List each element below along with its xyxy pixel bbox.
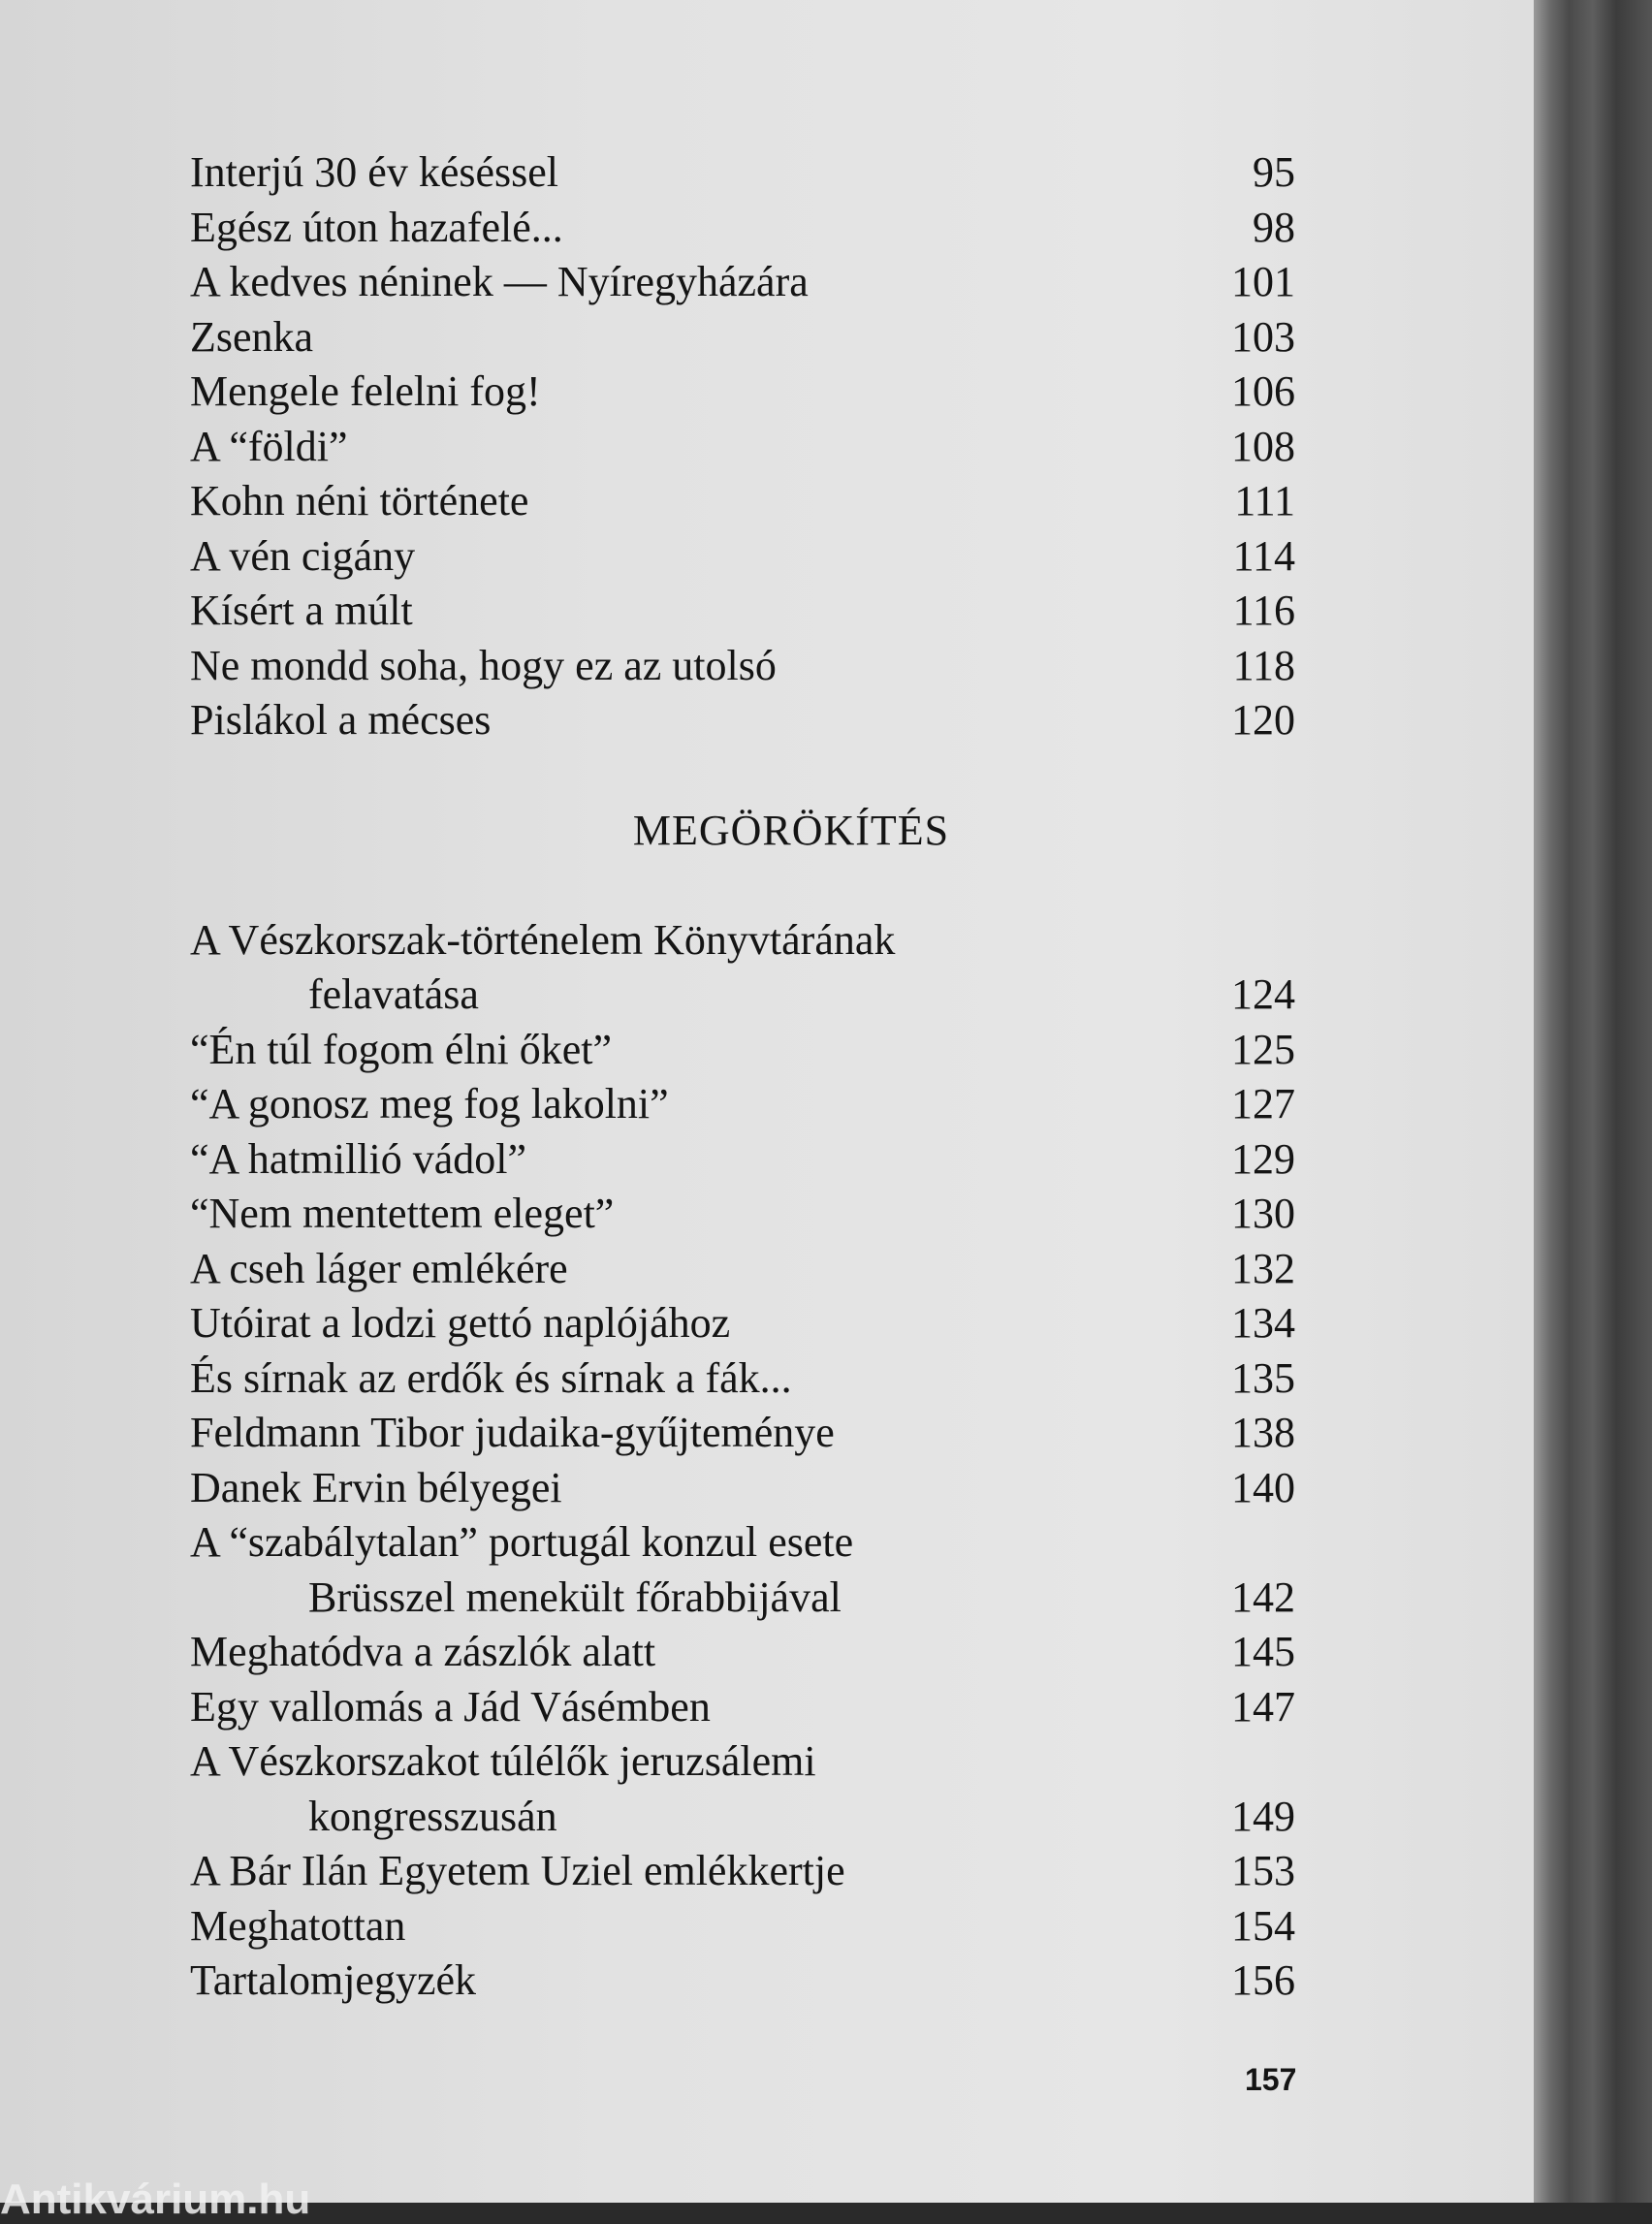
toc-entry-page: 108 bbox=[1231, 422, 1295, 470]
toc-entry bbox=[190, 693, 1295, 748]
toc-entry-page: 129 bbox=[1231, 1134, 1295, 1183]
toc-entry-title: felavatása bbox=[308, 970, 479, 1018]
toc-entry-title: Kohn néni története bbox=[190, 477, 529, 524]
toc-entry-page: 149 bbox=[1231, 1792, 1295, 1840]
toc-entry bbox=[190, 1844, 1295, 1899]
toc-entry bbox=[190, 529, 1295, 585]
toc-entry bbox=[190, 1406, 1295, 1461]
toc-entry-title: “Én túl fogom élni őket” bbox=[190, 1025, 612, 1073]
toc-entry-title: A kedves néninek — Nyíregyházára bbox=[190, 258, 809, 305]
toc-entry-page: 111 bbox=[1234, 477, 1295, 524]
toc-entry-page: 124 bbox=[1231, 970, 1295, 1018]
toc-entry-title: A “szabálytalan” portugál konzul esete bbox=[190, 1518, 854, 1566]
toc-entry-page: 118 bbox=[1232, 641, 1295, 689]
toc-entry-title: “A gonosz meg fog lakolni” bbox=[190, 1080, 669, 1128]
toc-entry-page: 120 bbox=[1231, 696, 1295, 744]
toc-entry-page: 140 bbox=[1231, 1463, 1295, 1511]
toc-entry-title: kongresszusán bbox=[308, 1792, 557, 1840]
toc-entry-page: 154 bbox=[1231, 1901, 1295, 1950]
toc-entry-page: 130 bbox=[1231, 1190, 1295, 1237]
toc-entry bbox=[190, 145, 1295, 201]
toc-entry bbox=[190, 1296, 1295, 1351]
toc-entry-title: A vén cigány bbox=[190, 531, 416, 580]
toc-entry-page: 134 bbox=[1231, 1299, 1295, 1347]
toc-entry-page: 127 bbox=[1231, 1080, 1295, 1128]
toc-entry bbox=[190, 1242, 1295, 1297]
toc-entry-title: Tartalomjegyzék bbox=[190, 1956, 477, 2004]
toc-entry-title: A Vészkorszak-történelem Könyvtárának bbox=[190, 915, 896, 964]
toc-entry-title: Egy vallomás a Jád Vásémben bbox=[190, 1682, 711, 1731]
toc-entry-page: 95 bbox=[1253, 148, 1295, 196]
toc-entry-title: Interjú 30 év késéssel bbox=[190, 148, 558, 196]
toc-entry bbox=[190, 1625, 1295, 1680]
toc-entry-page: 138 bbox=[1231, 1409, 1295, 1456]
toc-entry-title: Meghatódva a zászlók alatt bbox=[190, 1628, 656, 1675]
toc-entry-title: Danek Ervin bélyegei bbox=[190, 1463, 562, 1511]
watermark: Antikvárium.hu bbox=[0, 2176, 311, 2223]
toc-entry bbox=[190, 365, 1295, 420]
toc-entry-title: A cseh láger emlékére bbox=[190, 1244, 568, 1292]
toc-entry-page: 132 bbox=[1231, 1244, 1295, 1292]
toc-entry bbox=[190, 201, 1295, 256]
toc-entry-page: 153 bbox=[1231, 1847, 1295, 1894]
toc-entry bbox=[190, 968, 1295, 1023]
toc-entry-title: Mengele felelni fog! bbox=[190, 367, 541, 415]
toc-entry-page: 142 bbox=[1231, 1573, 1295, 1621]
toc-entry-page: 125 bbox=[1231, 1025, 1295, 1073]
toc-entry bbox=[190, 1515, 1295, 1571]
toc-entry-title: “A hatmillió vádol” bbox=[190, 1134, 527, 1183]
page-number: 157 bbox=[1245, 2062, 1297, 2097]
toc-entry-page: 103 bbox=[1231, 312, 1295, 361]
toc-entry-title: A “földi” bbox=[190, 422, 348, 470]
toc-entry-title: A Vészkorszakot túlélők jeruzsálemi bbox=[190, 1737, 816, 1785]
toc-entry-page: 135 bbox=[1231, 1353, 1295, 1402]
toc-entry-title: Brüsszel menekült főrabbijával bbox=[308, 1573, 842, 1621]
toc-entry bbox=[190, 1132, 1295, 1188]
toc-entry-title: Meghatottan bbox=[190, 1901, 406, 1950]
page-edge-shadow bbox=[1534, 0, 1652, 2203]
toc-entry-title: Ne mondd soha, hogy ez az utolsó bbox=[190, 641, 777, 689]
toc-entry-page: 147 bbox=[1231, 1682, 1295, 1731]
toc-entry bbox=[190, 1734, 1295, 1790]
toc-entry bbox=[190, 1954, 1295, 2009]
section-heading: MEGÖRÖKÍTÉS bbox=[632, 806, 950, 854]
toc-entry-title: És sírnak az erdők és sírnak a fák... bbox=[190, 1353, 792, 1402]
toc-entry-title: A Bár Ilán Egyetem Uziel emlékkertje bbox=[190, 1847, 845, 1894]
toc-part-2 bbox=[190, 913, 1295, 2009]
toc-entry bbox=[190, 1187, 1295, 1242]
toc-entry-title: Zsenka bbox=[190, 312, 314, 361]
toc-entry-title: Egész úton hazafelé... bbox=[190, 203, 563, 251]
toc-entry-title: “Nem mentettem eleget” bbox=[190, 1190, 615, 1237]
toc-entry bbox=[190, 1899, 1295, 1954]
toc-entry-title: Feldmann Tibor judaika-gyűjteménye bbox=[190, 1409, 835, 1456]
toc-entry bbox=[190, 584, 1295, 639]
toc-entry-page: 116 bbox=[1232, 587, 1295, 634]
toc-entry-page: 101 bbox=[1231, 258, 1295, 305]
toc-entry bbox=[190, 1461, 1295, 1516]
toc-entry-page: 114 bbox=[1232, 531, 1295, 580]
toc-entry-title: Pislákol a mécses bbox=[190, 696, 492, 744]
toc-entry bbox=[190, 1571, 1295, 1626]
toc-entry-page: 145 bbox=[1231, 1628, 1295, 1675]
toc-entry bbox=[190, 310, 1295, 365]
toc-entry bbox=[190, 420, 1295, 475]
toc-entry-title: Utóirat a lodzi gettó naplójához bbox=[190, 1299, 731, 1347]
toc-entry-page: 106 bbox=[1231, 367, 1295, 415]
toc-entry bbox=[190, 1023, 1295, 1078]
toc-entry-page: 98 bbox=[1253, 203, 1295, 251]
toc-entry bbox=[190, 1351, 1295, 1407]
toc-entry-title: Kísért a múlt bbox=[190, 587, 413, 634]
toc-entry bbox=[190, 639, 1295, 694]
table-of-contents bbox=[190, 145, 1295, 2009]
toc-part-1 bbox=[190, 145, 1295, 748]
toc-entry-page: 156 bbox=[1231, 1956, 1295, 2004]
toc-entry bbox=[190, 1680, 1295, 1735]
toc-entry bbox=[190, 255, 1295, 310]
toc-entry bbox=[190, 913, 1295, 969]
toc-entry bbox=[190, 474, 1295, 529]
toc-entry bbox=[190, 1790, 1295, 1845]
toc-entry bbox=[190, 1077, 1295, 1132]
